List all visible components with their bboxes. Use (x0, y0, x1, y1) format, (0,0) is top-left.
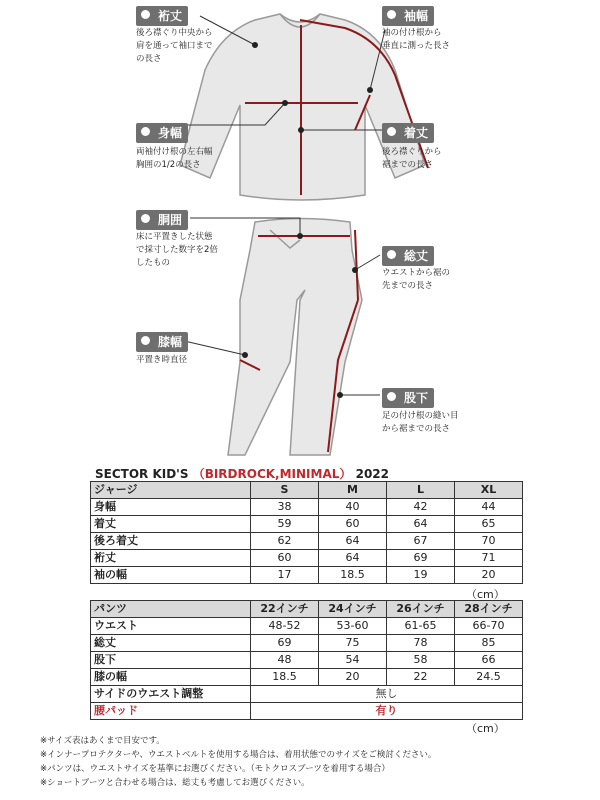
table-row (91, 567, 523, 584)
table-row (91, 550, 523, 567)
size-chart-title (95, 465, 389, 482)
title-prefix: SECTOR KID'S (95, 467, 189, 481)
header-cell: 22インチ (251, 601, 319, 618)
cell: 54 (319, 652, 387, 669)
header-cell: XL (455, 482, 523, 499)
label-chest-width: 身幅 (136, 123, 188, 143)
cell: 20 (455, 567, 523, 584)
table-row (91, 686, 523, 703)
cell: 66-70 (455, 618, 523, 635)
cell: 20 (319, 669, 387, 686)
row-label: 総丈 (91, 635, 251, 652)
row-label: 裄丈 (91, 550, 251, 567)
cell: 42 (387, 499, 455, 516)
cell: 44 (455, 499, 523, 516)
row-label: ウエスト (91, 618, 251, 635)
cell: 18.5 (319, 567, 387, 584)
unit-label: （cm） (466, 588, 505, 601)
header-cell: ジャージ (91, 482, 251, 499)
pants-size-table (90, 600, 523, 720)
cell: 18.5 (251, 669, 319, 686)
label-total-length: 総丈 (382, 246, 434, 266)
title-year: 2022 (355, 467, 389, 481)
cell: 17 (251, 567, 319, 584)
desc-knee-width: 平置き時直径 (136, 355, 188, 365)
cell: 40 (319, 499, 387, 516)
cell: 53-60 (319, 618, 387, 635)
unit-label: （cm） (466, 722, 505, 735)
cell: 38 (251, 499, 319, 516)
jersey-size-table (90, 481, 523, 584)
cell: 65 (455, 516, 523, 533)
table-row (91, 635, 523, 652)
cell: 22 (387, 669, 455, 686)
header-cell: S (251, 482, 319, 499)
label-body-length: 着丈 (382, 123, 434, 143)
header-cell: L (387, 482, 455, 499)
table-row (91, 703, 523, 720)
cell: 69 (387, 550, 455, 567)
cell: 66 (455, 652, 523, 669)
table-row (91, 652, 523, 669)
cell: 67 (387, 533, 455, 550)
desc-sleeve-length: 後ろ襟ぐり中央から 肩を通って袖口まで の長さ (136, 28, 213, 64)
row-label: 着丈 (91, 516, 251, 533)
header-cell: M (319, 482, 387, 499)
desc-sleeve-width: 袖の付け根から 垂直に測った長さ (382, 28, 451, 51)
table-row (91, 669, 523, 686)
row-label: 腰パッド (91, 703, 251, 720)
cell: 58 (387, 652, 455, 669)
label-waist: 胴囲 (136, 210, 188, 230)
cell: 85 (455, 635, 523, 652)
table-row (91, 499, 523, 516)
desc-inseam: 足の付け根の縫い目 から裾までの長さ (382, 411, 459, 434)
header-cell: パンツ (91, 601, 251, 618)
cell: 71 (455, 550, 523, 567)
table-row (91, 618, 523, 635)
note-line: ※ショートブーツと合わせる場合は、総丈も考慮してお選びください。 (40, 778, 310, 788)
title-highlight: （BIRDROCK,MINIMAL） (192, 467, 352, 481)
label-knee-width: 膝幅 (136, 332, 188, 352)
cell: 61-65 (387, 618, 455, 635)
row-label: 後ろ着丈 (91, 533, 251, 550)
table-row (91, 516, 523, 533)
table-header-row (91, 601, 523, 618)
cell: 24.5 (455, 669, 523, 686)
desc-body-length: 後ろ襟ぐりから 裾までの長さ (382, 147, 442, 170)
cell: 69 (251, 635, 319, 652)
desc-waist: 床に平置きした状態 で採寸した数字を2倍 したもの (136, 232, 218, 268)
table-row (91, 533, 523, 550)
cell: 無し (251, 686, 523, 703)
row-label: サイドのウエスト調整 (91, 686, 251, 703)
cell: 62 (251, 533, 319, 550)
cell: 64 (319, 533, 387, 550)
label-sleeve-length: 裄丈 (136, 6, 188, 26)
cell: 60 (251, 550, 319, 567)
cell: 19 (387, 567, 455, 584)
row-label: 股下 (91, 652, 251, 669)
pants-illustration (228, 219, 362, 456)
desc-total-length: ウエストから裾の 先までの長さ (382, 268, 451, 291)
note-line: ※サイズ表はあくまで目安です。 (40, 736, 165, 746)
row-label: 身幅 (91, 499, 251, 516)
row-label: 膝の幅 (91, 669, 251, 686)
size-notes (40, 734, 436, 790)
note-line: ※パンツは、ウエストサイズを基準にお選びください。（モトクロスブーツを着用する場合） (40, 764, 390, 774)
cell: 70 (455, 533, 523, 550)
cell: 48 (251, 652, 319, 669)
cell: 78 (387, 635, 455, 652)
cell: 60 (319, 516, 387, 533)
label-sleeve-width: 袖幅 (382, 6, 434, 26)
cell: 有り (251, 703, 523, 720)
header-cell: 26インチ (387, 601, 455, 618)
note-line: ※インナープロテクターや、ウエストベルトを使用する場合は、着用状態でのサイズをご検討ください。 (40, 750, 437, 760)
cell: 75 (319, 635, 387, 652)
desc-chest-width: 両袖付け根の左右幅 胸囲の1/2の長さ (136, 147, 213, 170)
cell: 59 (251, 516, 319, 533)
table-header-row (91, 482, 523, 499)
cell: 48-52 (251, 618, 319, 635)
row-label: 袖の幅 (91, 567, 251, 584)
cell: 64 (319, 550, 387, 567)
cell: 64 (387, 516, 455, 533)
header-cell: 28インチ (455, 601, 523, 618)
label-inseam: 股下 (382, 388, 434, 408)
header-cell: 24インチ (319, 601, 387, 618)
